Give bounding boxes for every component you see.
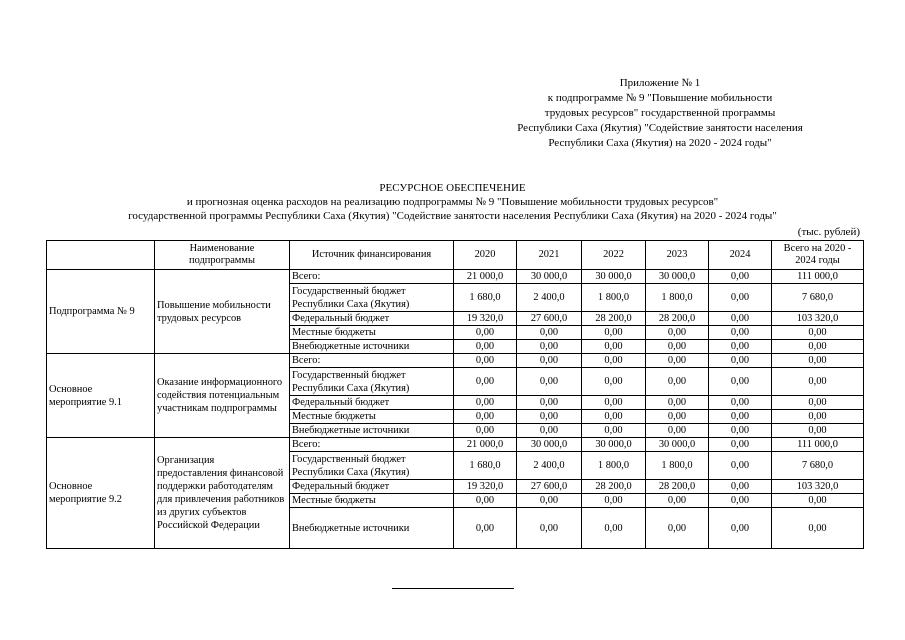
program-cell: Подпрограмма № 9: [47, 270, 155, 354]
value-2023: 30 000,0: [646, 270, 709, 284]
value-2023: 28 200,0: [646, 480, 709, 494]
value-2024: 0,00: [709, 410, 772, 424]
value-2021: 0,00: [517, 396, 582, 410]
source-cell: Государственный бюджет Республики Саха (Якутия): [290, 368, 454, 396]
value-2022: 28 200,0: [582, 312, 646, 326]
value-2022: 30 000,0: [582, 270, 646, 284]
value-total: 0,00: [772, 326, 864, 340]
value-total: 7 680,0: [772, 284, 864, 312]
source-cell: Местные бюджеты: [290, 326, 454, 340]
units-note: (тыс. рублей): [797, 226, 860, 238]
value-2022: 0,00: [582, 354, 646, 368]
value-2021: 0,00: [517, 368, 582, 396]
value-2024: 0,00: [709, 396, 772, 410]
source-cell: Всего:: [290, 270, 454, 284]
table-body: [47, 270, 864, 549]
value-2022: 0,00: [582, 368, 646, 396]
appendix-line: Республики Саха (Якутия) "Содействие занятости населения: [517, 122, 803, 134]
value-2020: 0,00: [454, 410, 517, 424]
value-2021: 27 600,0: [517, 480, 582, 494]
value-2023: 0,00: [646, 396, 709, 410]
name-cell: Организация предоставления финансовой поддержки работодателям для привлечения работников из других субъектов Российской Федерации: [155, 438, 290, 549]
header-2022: 2022: [582, 241, 646, 270]
value-2020: 0,00: [454, 326, 517, 340]
appendix-line: Приложение № 1: [619, 77, 701, 89]
value-2020: 0,00: [454, 354, 517, 368]
value-2024: 0,00: [709, 270, 772, 284]
value-2020: 19 320,0: [454, 312, 517, 326]
value-2022: 0,00: [582, 424, 646, 438]
value-2024: 0,00: [709, 424, 772, 438]
value-2021: 0,00: [517, 424, 582, 438]
source-cell: Всего:: [290, 354, 454, 368]
value-2024: 0,00: [709, 354, 772, 368]
header-name: Наименование подпрограммы: [155, 241, 290, 270]
source-cell: Федеральный бюджет: [290, 396, 454, 410]
value-2023: 0,00: [646, 340, 709, 354]
header-2023: 2023: [646, 241, 709, 270]
value-2022: 30 000,0: [582, 438, 646, 452]
value-2023: 0,00: [646, 410, 709, 424]
value-2022: 28 200,0: [582, 480, 646, 494]
value-total: 0,00: [772, 368, 864, 396]
value-total: 111 000,0: [772, 270, 864, 284]
table-header-row: [47, 241, 864, 270]
value-2022: 0,00: [582, 494, 646, 508]
value-2023: 0,00: [646, 354, 709, 368]
name-cell: Повышение мобильности трудовых ресурсов: [155, 270, 290, 354]
title-line: РЕСУРСНОЕ ОБЕСПЕЧЕНИЕ: [379, 182, 526, 194]
value-2022: 0,00: [582, 396, 646, 410]
value-2023: 28 200,0: [646, 312, 709, 326]
source-cell: Государственный бюджет Республики Саха (Якутия): [290, 284, 454, 312]
value-2022: 1 800,0: [582, 452, 646, 480]
value-total: 7 680,0: [772, 452, 864, 480]
source-cell: Внебюджетные источники: [290, 424, 454, 438]
value-2020: 0,00: [454, 368, 517, 396]
value-2020: 1 680,0: [454, 284, 517, 312]
value-2021: 0,00: [517, 494, 582, 508]
value-total: 0,00: [772, 494, 864, 508]
value-2020: 19 320,0: [454, 480, 517, 494]
value-2023: 0,00: [646, 424, 709, 438]
appendix-line: Республики Саха (Якутия) на 2020 - 2024 годы": [548, 137, 772, 149]
appendix-line: к подпрограмме № 9 "Повышение мобильности: [547, 92, 773, 104]
title-line: и прогнозная оценка расходов на реализацию подпрограммы № 9 "Повышение мобильности трудовых ресурсов": [186, 196, 719, 208]
program-cell: Основное мероприятие 9.1: [47, 354, 155, 438]
value-total: 0,00: [772, 508, 864, 549]
value-2021: 0,00: [517, 354, 582, 368]
program-cell: Основное мероприятие 9.2: [47, 438, 155, 549]
value-total: 0,00: [772, 396, 864, 410]
source-cell: Федеральный бюджет: [290, 312, 454, 326]
header-program: [47, 241, 155, 270]
header-2020: 2020: [454, 241, 517, 270]
value-2020: 0,00: [454, 494, 517, 508]
value-total: 0,00: [772, 424, 864, 438]
footer-divider: [392, 588, 514, 589]
source-cell: Внебюджетные источники: [290, 340, 454, 354]
value-2021: 0,00: [517, 326, 582, 340]
appendix-note: [460, 76, 860, 151]
value-2022: 0,00: [582, 340, 646, 354]
value-2022: 1 800,0: [582, 284, 646, 312]
header-2021: 2021: [517, 241, 582, 270]
source-cell: Всего:: [290, 438, 454, 452]
value-2023: 1 800,0: [646, 284, 709, 312]
value-2023: 0,00: [646, 368, 709, 396]
value-2020: 21 000,0: [454, 438, 517, 452]
source-cell: Местные бюджеты: [290, 410, 454, 424]
value-2021: 2 400,0: [517, 284, 582, 312]
value-2024: 0,00: [709, 452, 772, 480]
value-2022: 0,00: [582, 326, 646, 340]
value-total: 0,00: [772, 410, 864, 424]
value-total: 103 320,0: [772, 480, 864, 494]
value-total: 0,00: [772, 354, 864, 368]
value-2024: 0,00: [709, 326, 772, 340]
value-2020: 1 680,0: [454, 452, 517, 480]
value-2024: 0,00: [709, 340, 772, 354]
header-2024: 2024: [709, 241, 772, 270]
header-source: Источник финансирования: [290, 241, 454, 270]
value-2023: 30 000,0: [646, 438, 709, 452]
value-2024: 0,00: [709, 494, 772, 508]
value-2020: 0,00: [454, 424, 517, 438]
value-2023: 1 800,0: [646, 452, 709, 480]
value-2021: 0,00: [517, 508, 582, 549]
value-total: 103 320,0: [772, 312, 864, 326]
table-row: [47, 354, 864, 368]
value-2022: 0,00: [582, 508, 646, 549]
value-2020: 0,00: [454, 396, 517, 410]
value-2020: 21 000,0: [454, 270, 517, 284]
table-row: [47, 270, 864, 284]
source-cell: Государственный бюджет Республики Саха (Якутия): [290, 452, 454, 480]
value-2020: 0,00: [454, 340, 517, 354]
value-2021: 2 400,0: [517, 452, 582, 480]
value-2023: 0,00: [646, 326, 709, 340]
value-2024: 0,00: [709, 284, 772, 312]
value-2024: 0,00: [709, 368, 772, 396]
value-2024: 0,00: [709, 312, 772, 326]
value-2021: 27 600,0: [517, 312, 582, 326]
budget-table: [46, 240, 864, 549]
title-line: государственной программы Республики Саха (Якутия) "Содействие занятости населения Республики Саха (Якутия) на 2020 - 2024 годы": [128, 210, 777, 222]
source-cell: Внебюджетные источники: [290, 508, 454, 549]
value-total: 111 000,0: [772, 438, 864, 452]
source-cell: Местные бюджеты: [290, 494, 454, 508]
source-cell: Федеральный бюджет: [290, 480, 454, 494]
table-row: [47, 438, 864, 452]
header-total: Всего на 2020 - 2024 годы: [772, 241, 864, 270]
value-total: 0,00: [772, 340, 864, 354]
value-2024: 0,00: [709, 480, 772, 494]
value-2023: 0,00: [646, 508, 709, 549]
value-2021: 0,00: [517, 410, 582, 424]
value-2021: 30 000,0: [517, 438, 582, 452]
value-2021: 30 000,0: [517, 270, 582, 284]
value-2022: 0,00: [582, 410, 646, 424]
name-cell: Оказание информационного содействия потенциальным участникам подпрограммы: [155, 354, 290, 438]
value-2024: 0,00: [709, 508, 772, 549]
value-2023: 0,00: [646, 494, 709, 508]
document-title: [30, 181, 875, 223]
value-2020: 0,00: [454, 508, 517, 549]
value-2024: 0,00: [709, 438, 772, 452]
appendix-line: трудовых ресурсов" государственной программы: [544, 107, 776, 119]
value-2021: 0,00: [517, 340, 582, 354]
